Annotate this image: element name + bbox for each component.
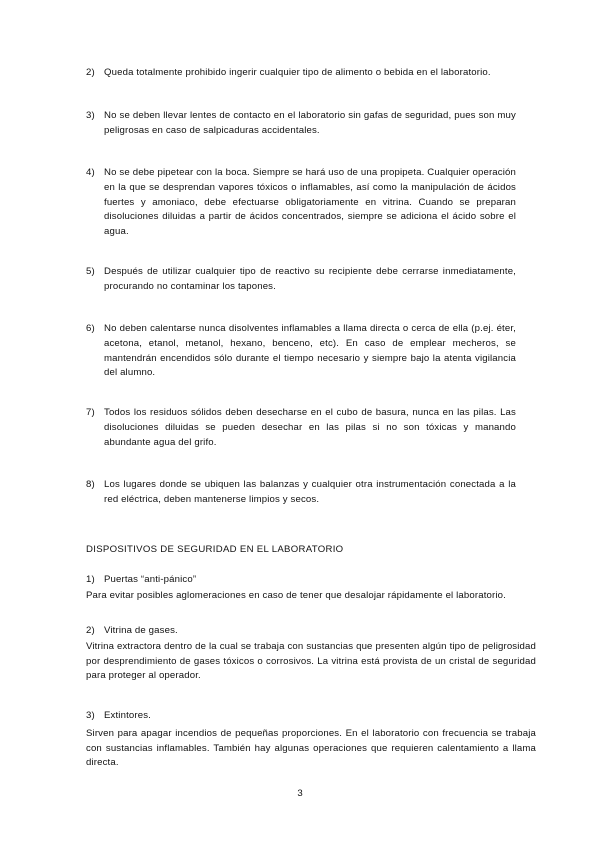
device-title: [86, 573, 536, 588]
rule-text: No se debe pipetear con la boca. Siempre se hará uso de una propipeta. Cualquier operación en la que se desprendan vapores tóxicos o inflamables, así como la manipulación de ácidos fuertes y amoniaco, debe efectuarse obligatoriamente en vitrina. Cuando se preparan disoluciones diluidas a partir de ácidos concentrados, siempre se adiciona el ácido sobre el agua.: [104, 167, 516, 238]
rule-item-6: [86, 322, 516, 381]
device-item-extinguishers: [86, 709, 536, 771]
rule-number: 2): [86, 67, 95, 78]
device-title: [86, 709, 536, 724]
device-title: [86, 624, 536, 639]
device-item-fume-hood: [86, 624, 536, 684]
device-number: 1): [86, 574, 95, 585]
rule-text: Todos los residuos sólidos deben desecharse en el cubo de basura, nunca en las pilas. Las disoluciones diluidas se pueden desechar en las pilas si no son tóxicas y manando abundante agua del grifo.: [104, 407, 516, 448]
device-body: Para evitar posibles aglomeraciones en caso de tener que desalojar rápidamente el laboratorio.: [86, 589, 506, 601]
device-title-text: Vitrina de gases.: [104, 625, 178, 636]
device-number: 3): [86, 710, 95, 721]
rule-text: No se deben llevar lentes de contacto en el laboratorio sin gafas de seguridad, pues son muy peligrosas en caso de salpicaduras accidentales.: [104, 110, 516, 136]
rule-item-7: [86, 406, 516, 450]
rule-number: 8): [86, 479, 95, 490]
section-heading: DISPOSITIVOS DE SEGURIDAD EN EL LABORATORIO: [86, 544, 344, 555]
rule-item-2: [86, 66, 516, 81]
page-number: 3: [297, 788, 303, 799]
rule-number: 5): [86, 266, 95, 277]
rule-text: No deben calentarse nunca disolventes inflamables a llama directa o cerca de ella (p.ej. éter, acetona, etanol, metanol, hexano, benceno, etc). En caso de emplear mecheros, se mantendrán encendidos sólo durante el tiempo necesario y siempre bajo la atenta vigilancia del alumno.: [104, 323, 516, 379]
device-number: 2): [86, 625, 95, 636]
rule-item-4: [86, 166, 516, 240]
device-body: Sirven para apagar incendios de pequeñas proporciones. En el laboratorio con frecuencia se trabaja con sustancias inflamables. También hay algunas operaciones que requieren calentamiento a llama directa.: [86, 727, 536, 769]
rule-item-8: [86, 478, 516, 508]
rule-text: Los lugares donde se ubiquen las balanzas y cualquier otra instrumentación conectada a la red eléctrica, deben mantenerse limpios y secos.: [104, 479, 516, 505]
rule-text: Después de utilizar cualquier tipo de reactivo su recipiente debe cerrarse inmediatamente, procurando no contaminar los tapones.: [104, 266, 516, 292]
device-body: Vitrina extractora dentro de la cual se trabaja con sustancias que presenten algún tipo de peligrosidad por desprendimiento de gases tóxicos o corrosivos. La vitrina está provista de un cristal de seguridad para proteger al operador.: [86, 640, 536, 682]
rule-number: 7): [86, 407, 95, 418]
device-title-text: Extintores.: [104, 710, 151, 721]
rule-item-3: [86, 109, 516, 139]
rule-item-5: [86, 265, 516, 295]
rule-number: 6): [86, 323, 95, 334]
rule-number: 4): [86, 167, 95, 178]
device-title-text: Puertas “anti-pánico”: [104, 574, 197, 585]
device-item-doors: [86, 573, 536, 604]
rule-text: Queda totalmente prohibido ingerir cualquier tipo de alimento o bebida en el laboratorio.: [104, 67, 491, 78]
rule-number: 3): [86, 110, 95, 121]
